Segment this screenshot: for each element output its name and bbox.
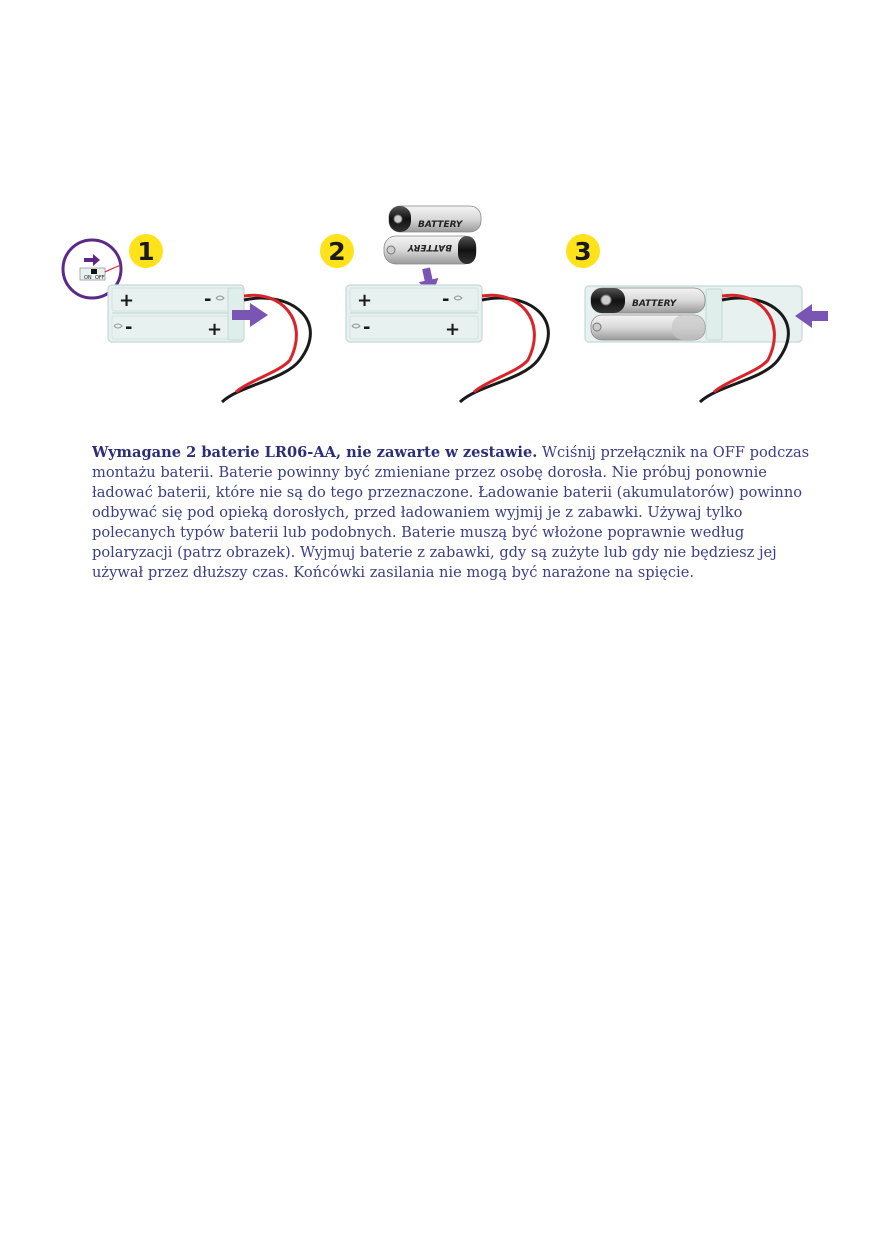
instructions-body: Wciśnij przełącznik na OFF podczas montażu baterii. Baterie powinny być zmieniane przez osobę dorosła. Nie próbuj ponownie ładować baterii, które nie są do tego przeznaczone. Ładowanie baterii (akumulatorów) powinno odbywać się pod opieką dorosłych, przed ładowaniem wyjmij je z zabawki. Używaj tylko polecanych typów baterii lub podobnych. Baterie muszą być włożone poprawnie według polaryzacji (patrz obrazek). Wyjmuj baterie z zabawki, gdy są zużyte lub gdy nie będziesz jej używał przez dłuższy czas. Końcówki zasilania nie mogą być narażone na spięcie. — [92, 444, 810, 581]
step-2-number: 2 — [328, 237, 346, 266]
holder-1-plus-top: + — [119, 290, 135, 311]
holder-2-minus-top: - — [442, 289, 450, 310]
switch-off-label: OFF — [95, 275, 105, 281]
step-3-number: 3 — [574, 237, 592, 266]
step-1-number: 1 — [137, 237, 155, 266]
installed-battery-2 — [591, 315, 705, 340]
instructions-lead: Wymagane 2 baterie LR06-AA, nie zawarte w zestawie. — [92, 444, 538, 461]
installed-battery-1 — [591, 288, 705, 313]
step-2-group — [320, 206, 548, 402]
svg-text:BATTERY: BATTERY — [418, 220, 463, 230]
holder-1-minus-bottom: - — [125, 317, 133, 338]
holder-2-plus-top: + — [357, 290, 373, 311]
floating-battery-1 — [389, 206, 481, 232]
battery-installation-illustration — [0, 0, 874, 430]
floating-battery-2 — [384, 236, 476, 264]
holder-2-plus-bottom: + — [445, 319, 461, 340]
holder-1-plus-bottom: + — [207, 319, 223, 340]
step-3-group — [566, 234, 828, 402]
holder-2-minus-bottom: - — [363, 317, 371, 338]
step-1-group — [63, 234, 310, 402]
holder-1-minus-top: - — [204, 289, 212, 310]
switch-on-label: ON — [84, 275, 92, 281]
svg-text:BATTERY: BATTERY — [632, 299, 677, 309]
svg-text:BATTERY: BATTERY — [407, 242, 452, 252]
battery-instructions — [92, 443, 827, 583]
